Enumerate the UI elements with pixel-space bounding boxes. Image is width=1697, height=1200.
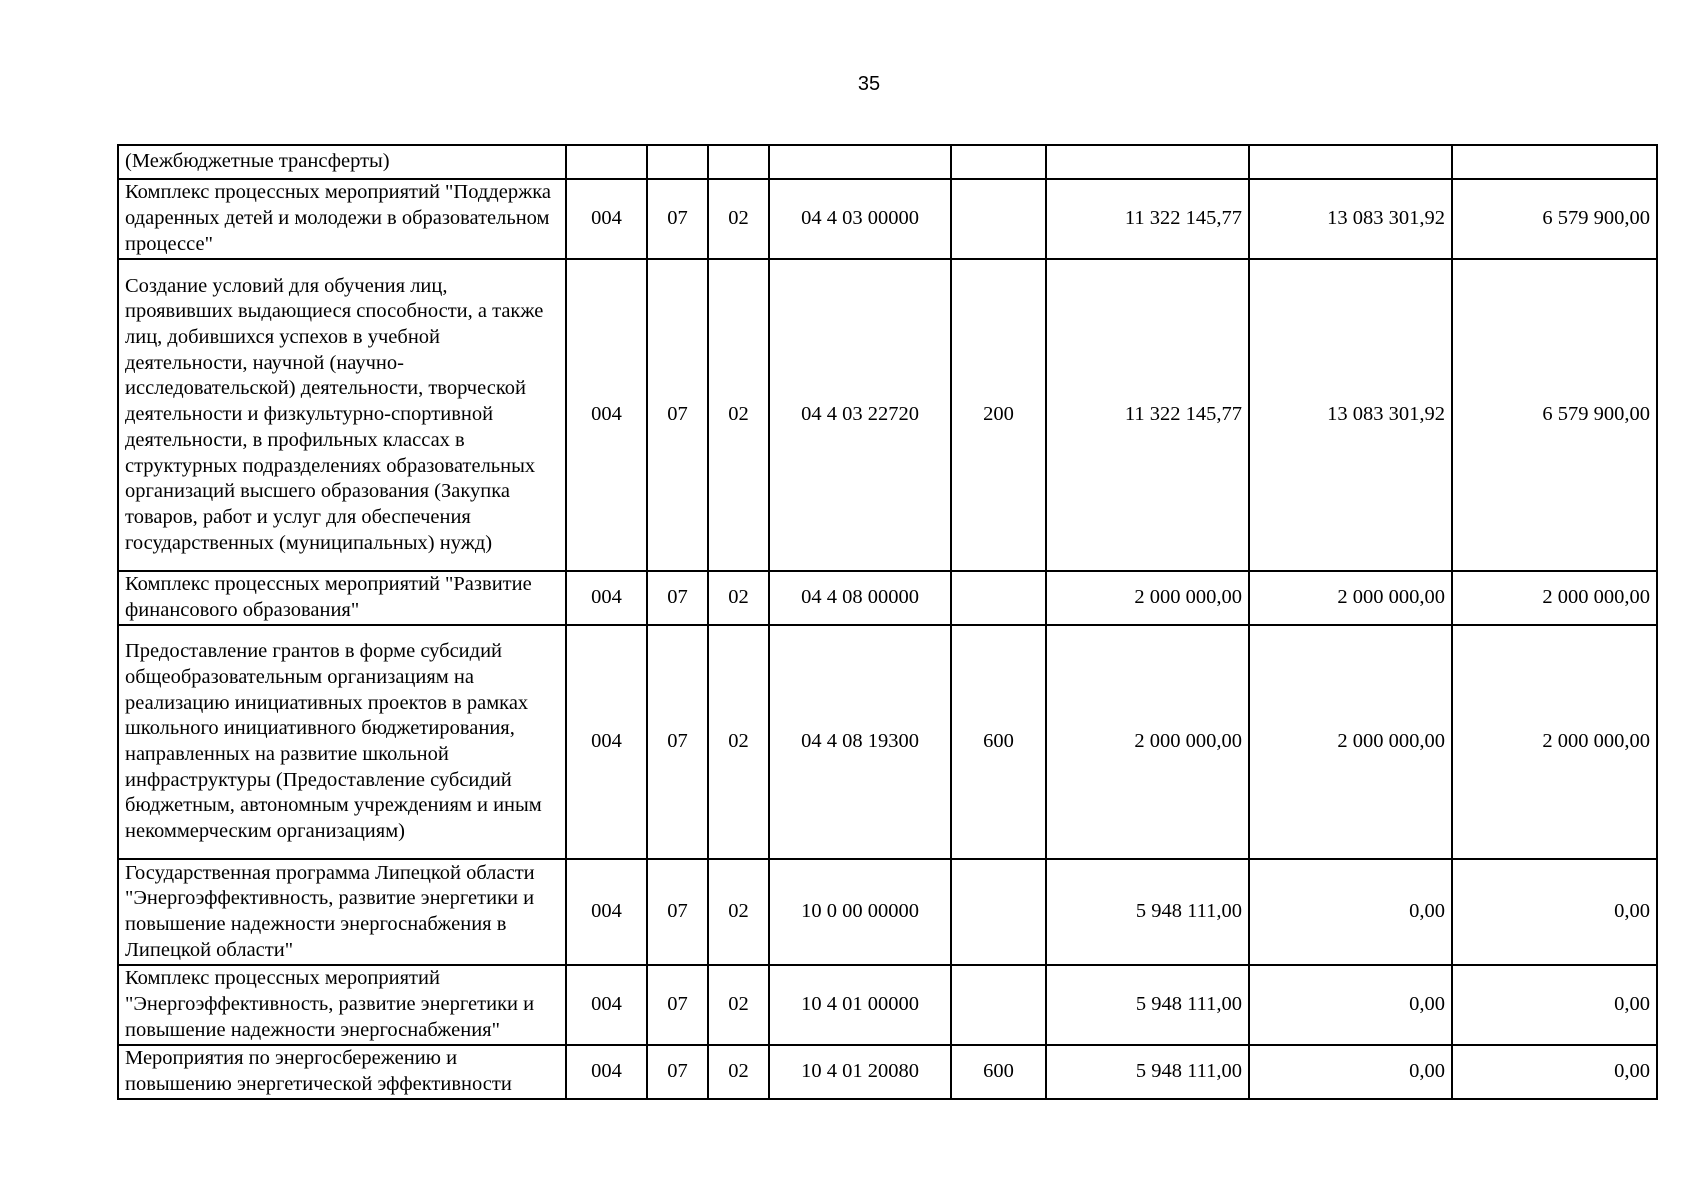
sum-year-2-cell: 2 000 000,00	[1249, 625, 1452, 859]
subsection-code-cell: 02	[708, 259, 769, 571]
ministry-code-cell: 004	[566, 625, 647, 859]
sum-year-1-cell: 5 948 111,00	[1046, 965, 1249, 1045]
target-article-cell: 10 4 01 00000	[769, 965, 951, 1045]
section-code-cell: 07	[647, 859, 708, 965]
sum-year-3-cell	[1452, 145, 1657, 179]
row-name-cell: Мероприятия по энергосбережению и повышению энергетической эффективности	[118, 1045, 566, 1099]
ministry-code-cell: 004	[566, 965, 647, 1045]
expense-type-cell	[951, 145, 1046, 179]
row-name-cell: Комплекс процессных мероприятий "Развитие финансового образования"	[118, 571, 566, 625]
expense-type-cell	[951, 859, 1046, 965]
ministry-code-cell	[566, 145, 647, 179]
table-row	[118, 1045, 1657, 1099]
budget-table	[117, 144, 1658, 1100]
target-article-cell: 04 4 03 00000	[769, 179, 951, 259]
section-code-cell: 07	[647, 625, 708, 859]
table-row	[118, 965, 1657, 1045]
sum-year-2-cell: 13 083 301,92	[1249, 259, 1452, 571]
sum-year-2-cell	[1249, 145, 1452, 179]
sum-year-3-cell: 0,00	[1452, 965, 1657, 1045]
table-body	[118, 145, 1657, 1099]
ministry-code-cell: 004	[566, 1045, 647, 1099]
page-number: 35	[857, 73, 881, 95]
sum-year-2-cell: 0,00	[1249, 1045, 1452, 1099]
target-article-cell: 04 4 08 19300	[769, 625, 951, 859]
subsection-code-cell: 02	[708, 1045, 769, 1099]
table-row	[118, 259, 1657, 571]
sum-year-1-cell	[1046, 145, 1249, 179]
expense-type-cell: 600	[951, 625, 1046, 859]
subsection-code-cell: 02	[708, 179, 769, 259]
row-name-cell: Создание условий для обучения лиц, проявивших выдающиеся способности, а также лиц, добившихся успехов в учебной деятельности, научной (научно-исследовательской) деятельности, творческой деятельности и физкультурно-спортивной деятельности, в профильных классах в структурных подразделениях образовательных организаций высшего образования (Закупка товаров, работ и услуг для обеспечения государственных (муниципальных) нужд)	[118, 259, 566, 571]
sum-year-3-cell: 2 000 000,00	[1452, 625, 1657, 859]
ministry-code-cell: 004	[566, 571, 647, 625]
target-article-cell: 10 0 00 00000	[769, 859, 951, 965]
row-name-cell: Государственная программа Липецкой области "Энергоэффективность, развитие энергетики и повышение надежности энергоснабжения в Липецкой области"	[118, 859, 566, 965]
sum-year-3-cell: 6 579 900,00	[1452, 259, 1657, 571]
target-article-cell: 04 4 03 22720	[769, 259, 951, 571]
sum-year-1-cell: 11 322 145,77	[1046, 179, 1249, 259]
sum-year-1-cell: 5 948 111,00	[1046, 1045, 1249, 1099]
sum-year-2-cell: 2 000 000,00	[1249, 571, 1452, 625]
sum-year-1-cell: 5 948 111,00	[1046, 859, 1249, 965]
sum-year-1-cell: 11 322 145,77	[1046, 259, 1249, 571]
subsection-code-cell: 02	[708, 965, 769, 1045]
target-article-cell	[769, 145, 951, 179]
sum-year-1-cell: 2 000 000,00	[1046, 625, 1249, 859]
expense-type-cell: 600	[951, 1045, 1046, 1099]
table-row	[118, 179, 1657, 259]
target-article-cell: 10 4 01 20080	[769, 1045, 951, 1099]
table-row	[118, 625, 1657, 859]
row-name-cell: Предоставление грантов в форме субсидий общеобразовательным организациям на реализацию инициативных проектов в рамках школьного инициативного бюджетирования, направленных на развитие школьной инфраструктуры (Предоставление субсидий бюджетным, автономным учреждениям и иным некоммерческим организациям)	[118, 625, 566, 859]
expense-type-cell	[951, 965, 1046, 1045]
ministry-code-cell: 004	[566, 179, 647, 259]
sum-year-3-cell: 6 579 900,00	[1452, 179, 1657, 259]
sum-year-2-cell: 0,00	[1249, 965, 1452, 1045]
section-code-cell: 07	[647, 1045, 708, 1099]
sum-year-2-cell: 13 083 301,92	[1249, 179, 1452, 259]
row-name-cell: Комплекс процессных мероприятий "Поддержка одаренных детей и молодежи в образовательном процессе"	[118, 179, 566, 259]
target-article-cell: 04 4 08 00000	[769, 571, 951, 625]
subsection-code-cell: 02	[708, 571, 769, 625]
sum-year-3-cell: 2 000 000,00	[1452, 571, 1657, 625]
section-code-cell: 07	[647, 259, 708, 571]
table-row	[118, 145, 1657, 179]
subsection-code-cell	[708, 145, 769, 179]
section-code-cell: 07	[647, 965, 708, 1045]
section-code-cell: 07	[647, 179, 708, 259]
section-code-cell	[647, 145, 708, 179]
row-name-cell: (Межбюджетные трансферты)	[118, 145, 566, 179]
sum-year-3-cell: 0,00	[1452, 859, 1657, 965]
expense-type-cell	[951, 571, 1046, 625]
expense-type-cell: 200	[951, 259, 1046, 571]
subsection-code-cell: 02	[708, 625, 769, 859]
ministry-code-cell: 004	[566, 859, 647, 965]
sum-year-2-cell: 0,00	[1249, 859, 1452, 965]
subsection-code-cell: 02	[708, 859, 769, 965]
expense-type-cell	[951, 179, 1046, 259]
table-row	[118, 571, 1657, 625]
table-row	[118, 859, 1657, 965]
sum-year-1-cell: 2 000 000,00	[1046, 571, 1249, 625]
sum-year-3-cell: 0,00	[1452, 1045, 1657, 1099]
ministry-code-cell: 004	[566, 259, 647, 571]
row-name-cell: Комплекс процессных мероприятий "Энергоэффективность, развитие энергетики и повышение надежности энергоснабжения"	[118, 965, 566, 1045]
section-code-cell: 07	[647, 571, 708, 625]
